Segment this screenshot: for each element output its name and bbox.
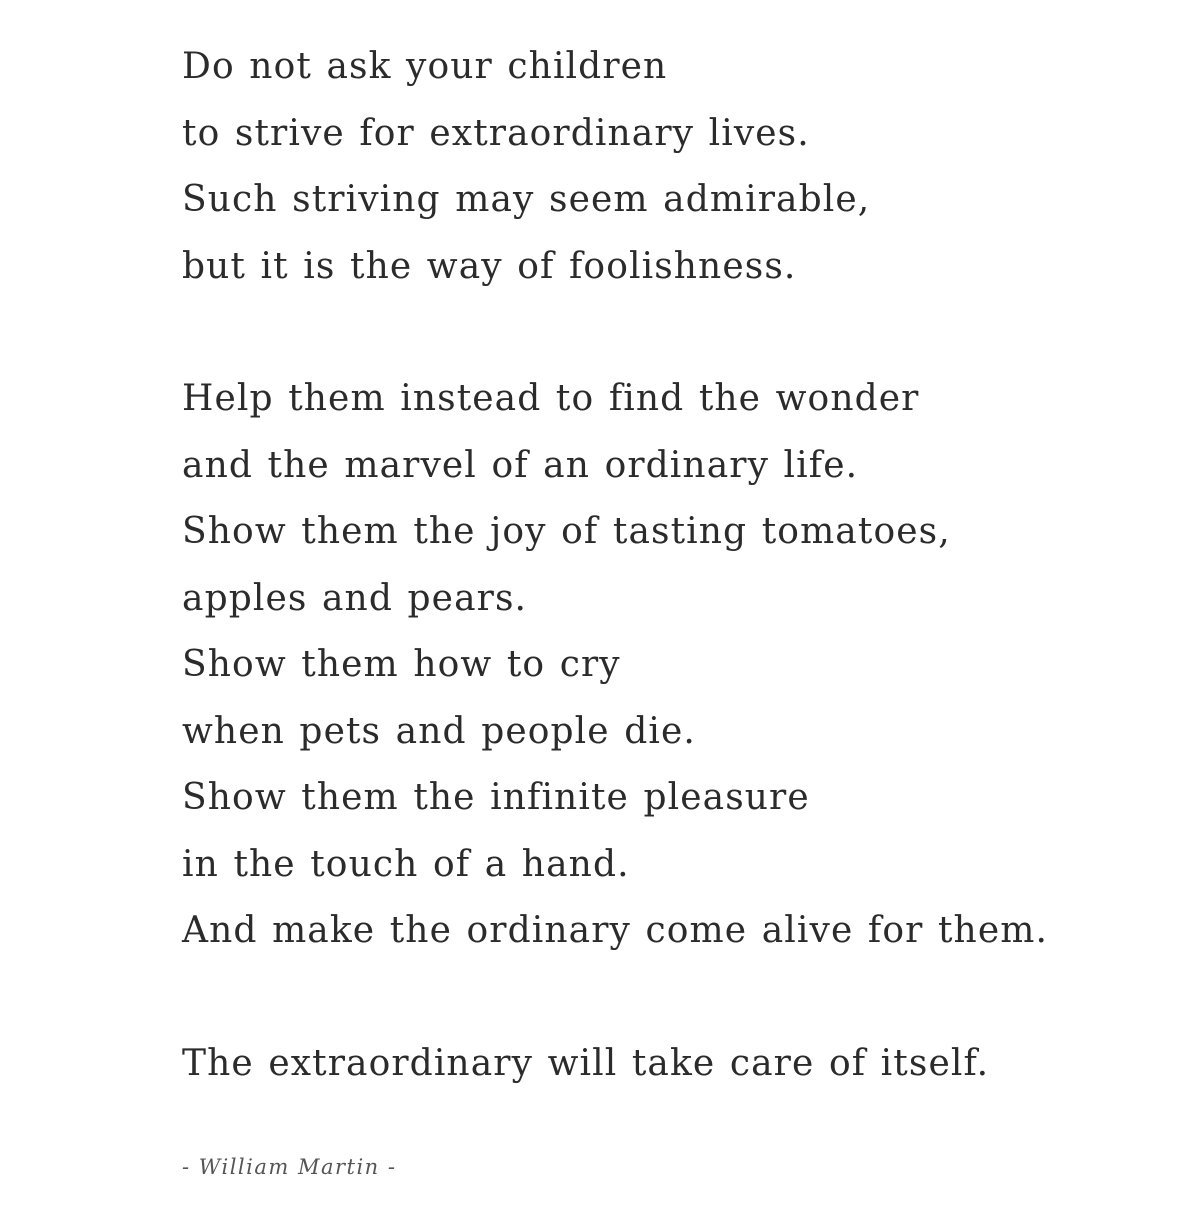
poem-line: Such striving may seem admirable, [182, 179, 871, 220]
poem-body [182, 38, 1142, 1167]
poem-line: apples and pears. [182, 577, 528, 619]
poem-line: Show them how to cry [182, 644, 621, 685]
poem-line: Show them the infinite pleasure [182, 777, 810, 818]
poem-line: Do not ask your children [182, 46, 668, 87]
poem-line: when pets and people die. [182, 710, 696, 752]
author-attribution: - William Martin - [182, 1155, 397, 1179]
poem-line: Help them instead to find the wonder [182, 378, 920, 419]
stanza-3 [182, 1035, 1142, 1102]
poem-line: and the marvel of an ordinary life. [182, 444, 859, 486]
poem-line: to strive for extraordinary lives. [182, 112, 810, 154]
poem-line: And make the ordinary come alive for them. [182, 910, 1048, 951]
poem-line: in the touch of a hand. [182, 843, 630, 885]
poem-line: The extraordinary will take care of itself. [182, 1042, 990, 1084]
poem-line: but it is the way of foolishness. [182, 245, 797, 287]
poem-line: Show them the joy of tasting tomatoes, [182, 511, 951, 552]
stanza-2 [182, 370, 1142, 969]
stanza-1 [182, 38, 1142, 304]
